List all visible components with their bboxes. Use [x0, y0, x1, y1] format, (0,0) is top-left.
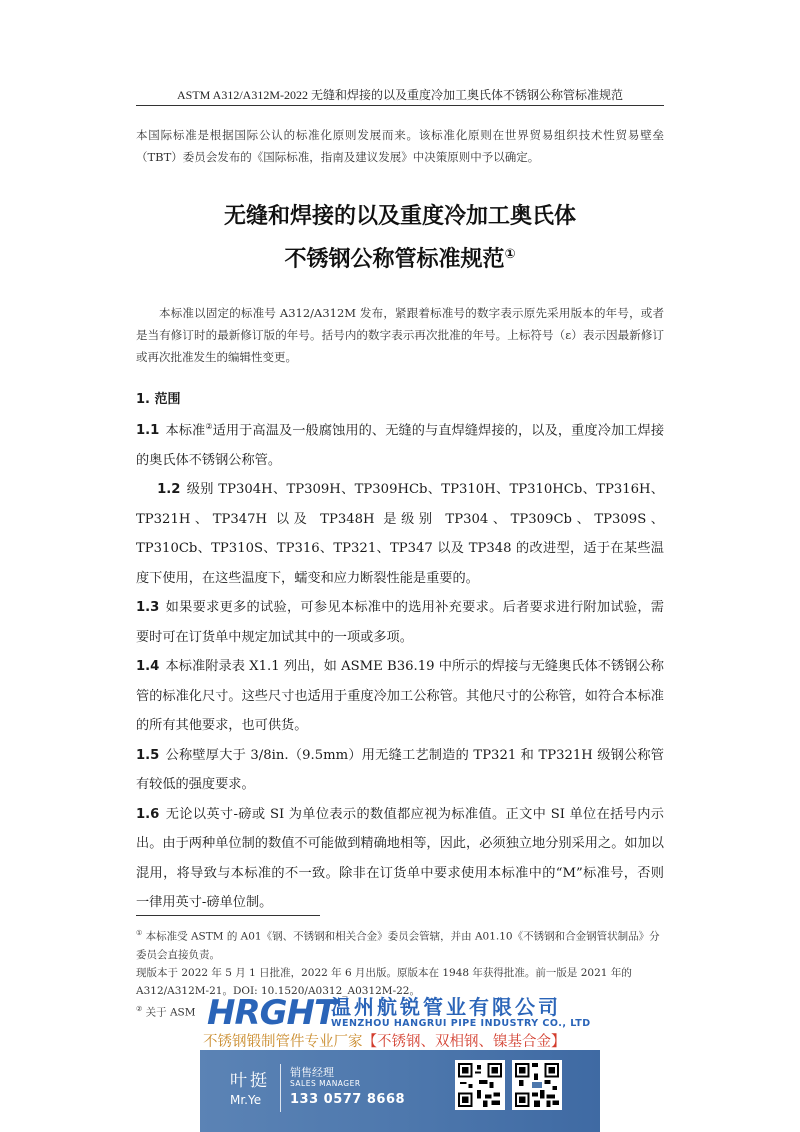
clause-1-6: 1.6 无论以英寸-磅或 SI 为单位表示的数值都应视为标准值。正文中 SI 单位在括号内示出。由于两种单位制的数值不可能做到精确地相等，因此，必须独立地分别采用之。如加以混用，将导致与本标准的不一致。除非在订货单中要求使用本标准中的“M”标准号，否则一律用英寸-磅单位制。: [136, 806, 664, 911]
footnote-1: ① 本标准受 ASTM 的 A01《钢、不锈钢和相关合金》委员会管辖，并由 A01.10《不锈钢和合金钢管状制品》分委员会直接负责。: [136, 929, 660, 961]
title-line-1: 无缝和焊接的以及重度冷加工奥氏体: [223, 204, 576, 229]
header-divider: [136, 105, 664, 106]
footnote-divider: [136, 915, 320, 916]
footnote-1-cont: 现版本于 2022 年 5 月 1 日批准，2022 年 6 月出版。原版本在 1948 年获得批准。前一版是 2021 年的 A312/A312M-21。DOI: 10.1520/A0312_A0312M-22。: [136, 966, 632, 997]
clause-1-4: 1.4 本标准附录表 X1.1 列出，如 ASME B36.19 中所示的焊接与无缝奥氏体不锈钢公称管的标准化尺寸。这些尺寸也适用于重度冷加工公称管。其他尺寸的公称管，如符合本标准的所有其他要求，也可供货。: [136, 659, 664, 734]
contact-card: [200, 1050, 600, 1132]
clause-1-5: 1.5 公称壁厚大于 3/8in.（9.5mm）用无缝工艺制造的 TP321 和 TP321H 级钢公称管有较低的强度要求。: [136, 747, 664, 793]
company-slogan: 不锈钢锻制管件专业厂家【不锈钢、双相钢、镍基合金】: [203, 1034, 566, 1050]
title-footnote-mark: ①: [504, 247, 516, 262]
company-name-cn: 温州航锐管业有限公司: [331, 995, 561, 1019]
clause-1-2: 1.2 级别 TP304H、TP309H、TP309HCb、TP310H、TP310HCb、TP316H、TP321H、TP347H 以及 TP348H 是级别 TP304、TP309Cb、TP309S、TP310Cb、TP310S、TP316、TP321、TP347 以及 TP348 的改进型，适于在某些温度下使用，在这些温度下，蠕变和应力断裂性能是重要的。: [136, 482, 664, 586]
company-name-en: WENZHOU HANGRUI PIPE INDUSTRY CO., LTD: [331, 1018, 591, 1029]
contact-role-cn: 销售经理: [290, 1066, 334, 1079]
clause-1-3: 1.3 如果要求更多的试验，可参见本标准中的选用补充要求。后者要求进行附加试验，需要时可在订货单中规定加试其中的一项或多项。: [136, 600, 664, 645]
document-title: [136, 198, 664, 279]
intro-paragraph: 本国际标准是根据国际公认的标准化原则发展而来。该标准化原则在世界贸易组织技术性贸易壁垒（TBT）委员会发布的《国际标准，指南及建议发展》中决策原则中予以确定。: [136, 128, 664, 164]
company-logo: [207, 993, 599, 1033]
scope-body: [136, 412, 664, 918]
footnote-2: ② 关于 ASM: [136, 1004, 196, 1018]
logo-mark: HRGHT: [207, 993, 337, 1033]
qr-code-icon[interactable]: [455, 1060, 505, 1110]
clause-1-1: 1.1 本标准②适用于高温及一般腐蚀用的、无缝的与直焊缝焊接的，以及，重度冷加工焊接的奥氏体不锈钢公称管。: [136, 422, 665, 468]
preamble-paragraph: 本标准以固定的标准号 A312/A312M 发布，紧跟着标准号的数字表示原先采用版本的年号，或者是当有修订时的最新修订版的年号。括号内的数字表示再次批准的年号。上标符号（ε）表示因最新修订或再次批准发生的编辑性变更。: [136, 306, 664, 364]
qr-code-icon[interactable]: [512, 1060, 562, 1110]
title-line-2: 不锈钢公称管标准规范①: [284, 247, 516, 272]
card-divider: [280, 1064, 281, 1112]
section-heading-scope: 1. 范围: [136, 392, 181, 407]
contact-name-cn: 叶挺: [230, 1071, 270, 1091]
contact-name-en: Mr.Ye: [230, 1093, 262, 1107]
running-header: ASTM A312/A312M-2022 无缝和焊接的以及重度冷加工奥氏体不锈钢公称管标准规范: [176, 88, 623, 102]
contact-role-en: SALES MANAGER: [290, 1079, 361, 1088]
contact-phone: 133 0577 8668: [290, 1092, 406, 1107]
